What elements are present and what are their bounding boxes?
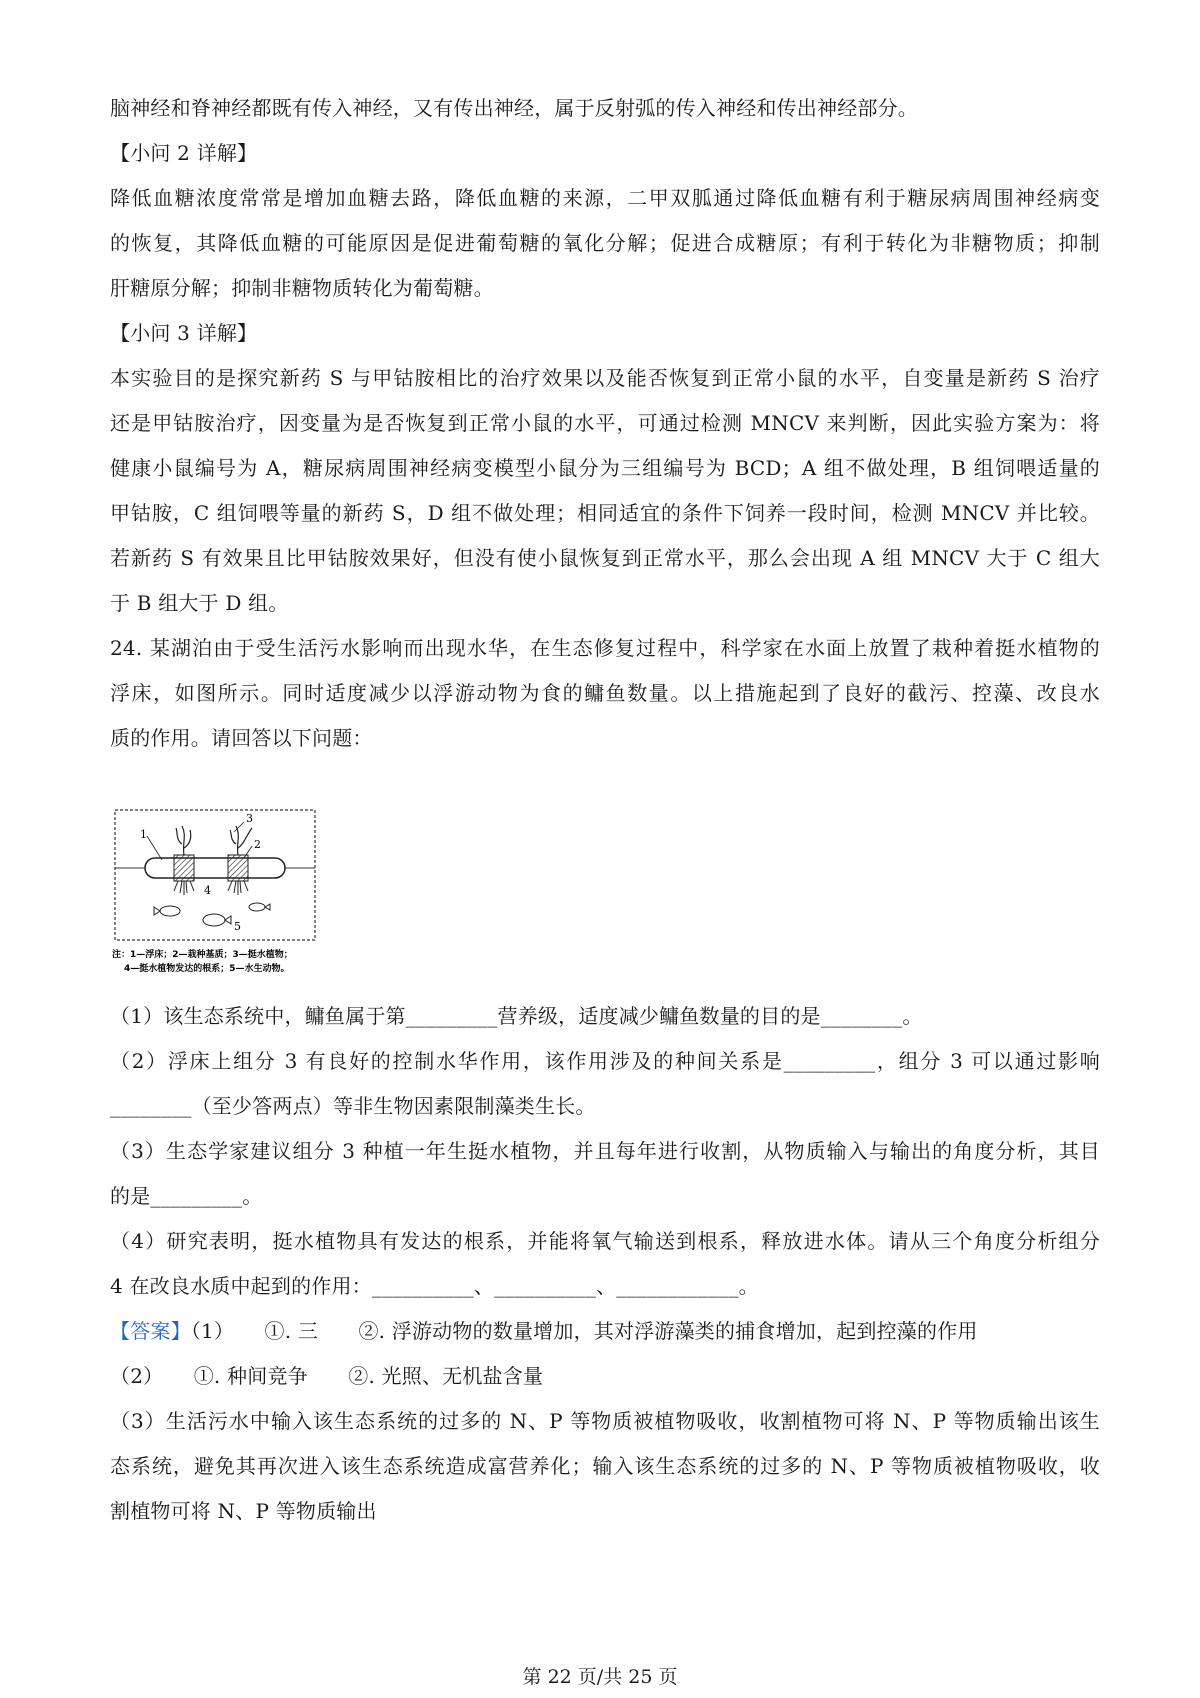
text-line: ________（至少答两点）等非生物因素限制藻类生长。	[110, 1094, 596, 1118]
answer-line-1	[110, 1317, 1100, 1345]
question-24-stem: 24. 某湖泊由于受生活污水影响而出现水华，在生态修复过程中，科学家在水面上放置了栽种着挺水植物的	[110, 636, 1100, 660]
section-header-q3: 【小问 3 详解】	[110, 321, 258, 345]
figure-note-2: 4—挺水植物发达的根系；5—水生动物。	[124, 964, 290, 974]
answer-line-2: （2） ①. 种间竞争 ②. 光照、无机盐含量	[110, 1364, 544, 1388]
text-line: 脑神经和脊神经都既有传入神经，又有传出神经，属于反射弧的传入神经和传出神经部分。	[110, 96, 918, 120]
figure-label-5: 5	[234, 920, 241, 933]
figure-label-2: 2	[254, 838, 261, 851]
text-line: 降低血糖浓度常常是增加血糖去路，降低血糖的来源，二甲双胍通过降低血糖有利于糖尿病周围神经病变	[110, 186, 1100, 210]
page-number: 第 22 页/共 25 页	[522, 1666, 678, 1688]
floating-bed-diagram	[112, 808, 334, 980]
text-line: 浮床，如图所示。同时适度减少以浮游动物为食的鳙鱼数量。以上措施起到了良好的截污、控藻、改良水	[110, 681, 1100, 705]
sub-question-2: （2）浮床上组分 3 有良好的控制水华作用，该作用涉及的种间关系是_________，组分 3 可以通过影响	[110, 1049, 1100, 1073]
sub-question-3: （3）生态学家建议组分 3 种植一年生挺水植物，并且每年进行收割，从物质输入与输出的角度分析，其目	[110, 1139, 1100, 1163]
floating-bed-figure	[112, 808, 334, 980]
figure-note-1: 注：1—浮床；2—栽种基质；3—挺水植物；	[112, 950, 293, 960]
sub-question-1: （1）该生态系统中，鳙鱼属于第_________营养级，适度减少鳙鱼数量的目的是________。	[110, 1004, 923, 1028]
text-line: 还是甲钴胺治疗，因变量为是否恢复到正常小鼠的水平，可通过检测 MNCV 来判断，因此实验方案为：将	[110, 411, 1100, 435]
text-line: 肝糖原分解；抑制非糖物质转化为葡萄糖。	[110, 276, 494, 300]
answer-line-3: （3）生活污水中输入该生态系统的过多的 N、P 等物质被植物吸收，收割植物可将 N、P 等物质输出该生	[110, 1409, 1100, 1433]
text-line: 的恢复，其降低血糖的可能原因是促进葡萄糖的氧化分解；促进合成糖原；有利于转化为非糖物质；抑制	[110, 231, 1100, 255]
text-line: 4 在改良水质中起到的作用：__________、__________、____________。	[110, 1274, 759, 1298]
section-header-q2: 【小问 2 详解】	[110, 141, 258, 165]
text-line: 割植物可将 N、P 等物质输出	[110, 1499, 377, 1523]
text-line: 质的作用。请回答以下问题：	[110, 726, 373, 750]
text-line: 本实验目的是探究新药 S 与甲钴胺相比的治疗效果以及能否恢复到正常小鼠的水平，自变量是新药 S 治疗	[110, 366, 1100, 390]
figure-label-4: 4	[204, 884, 211, 897]
text-line: 健康小鼠编号为 A，糖尿病周围神经病变模型小鼠分为三组编号为 BCD；A 组不做处理，B 组饲喂适量的	[110, 456, 1100, 480]
text-line: 甲钴胺，C 组饲喂等量的新药 S，D 组不做处理；相同适宜的条件下饲养一段时间，检测 MNCV 并比较。	[110, 501, 1100, 525]
text-line: 态系统，避免其再次进入该生态系统造成富营养化；输入该生态系统的过多的 N、P 等物质被植物吸收，收	[110, 1454, 1100, 1478]
figure-label-1: 1	[140, 828, 147, 841]
answer-label: 【答案】	[110, 1319, 191, 1343]
figure-label-3: 3	[246, 812, 253, 825]
answer-text: （1） ①. 三 ②. 浮游动物的数量增加，其对浮游藻类的捕食增加，起到控藻的作用	[190, 1319, 978, 1343]
text-line: 的是_________。	[110, 1184, 263, 1208]
text-line: 若新药 S 有效果且比甲钴胺效果好，但没有使小鼠恢复到正常水平，那么会出现 A 组 MNCV 大于 C 组大	[110, 546, 1100, 570]
text-line: 于 B 组大于 D 组。	[110, 591, 289, 615]
sub-question-4: （4）研究表明，挺水植物具有发达的根系，并能将氧气输送到根系，释放进水体。请从三个角度分析组分	[110, 1229, 1100, 1253]
